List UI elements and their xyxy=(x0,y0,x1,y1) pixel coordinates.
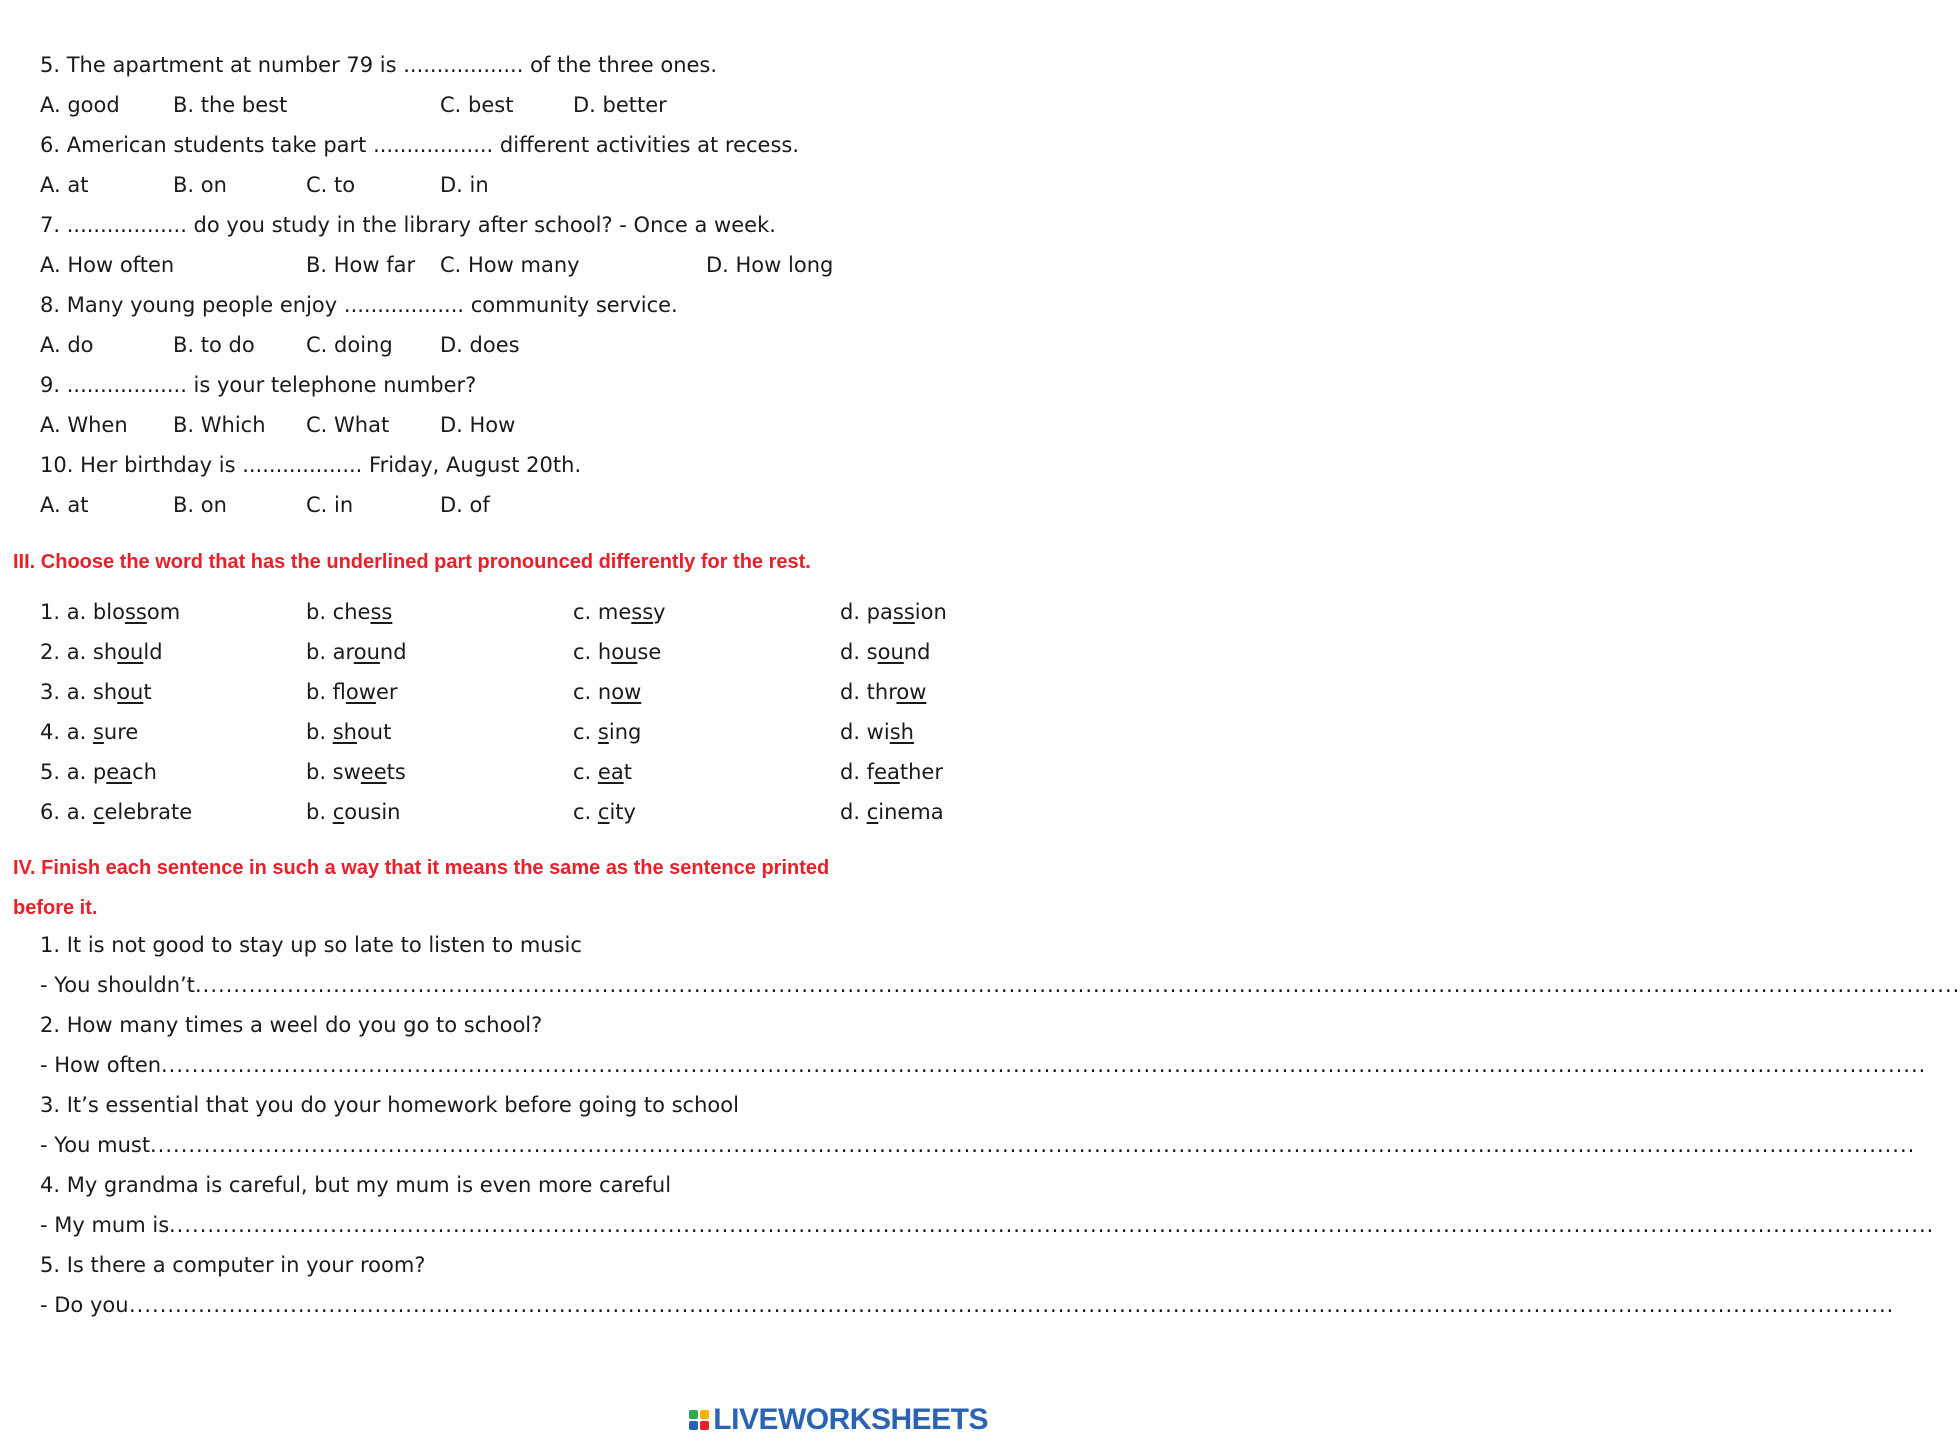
underlined-part: ou xyxy=(117,640,144,664)
question-9: 9. .................. is your telephone number? xyxy=(40,373,477,397)
pron-option-6-c[interactable] xyxy=(573,798,636,826)
rewrite-answer-5 xyxy=(40,1291,1895,1319)
pron-option-1-a[interactable] xyxy=(40,598,180,626)
word-part: d. s xyxy=(840,640,878,664)
answer-blank-line[interactable]: ...................................................................................................................................................................................................................................... xyxy=(169,1213,1935,1237)
word-part: d. thr xyxy=(840,680,897,704)
word-part: elebrate xyxy=(104,800,193,824)
word-part: ther xyxy=(899,760,943,784)
word-part: 6. a. xyxy=(40,800,93,824)
rewrite-question-4: 4. My grandma is careful, but my mum is even more careful xyxy=(40,1173,672,1197)
q8-option-c[interactable]: C. doing xyxy=(306,333,393,357)
q10-option-b[interactable]: B. on xyxy=(173,493,227,517)
pron-option-2-d[interactable] xyxy=(840,638,930,666)
q5-option-a[interactable]: A. good xyxy=(40,93,120,117)
question-8: 8. Many young people enjoy .................. community service. xyxy=(40,293,678,317)
underlined-part: ou xyxy=(611,640,638,664)
question-6: 6. American students take part .................. different activities at recess. xyxy=(40,133,800,157)
q9-option-b[interactable]: B. Which xyxy=(173,413,266,437)
q7-option-b[interactable]: B. How far xyxy=(306,253,416,277)
pron-option-4-c[interactable] xyxy=(573,718,641,746)
word-part: ch xyxy=(132,760,157,784)
underlined-part: ow xyxy=(896,680,927,704)
answer-blank[interactable]: .................. xyxy=(66,373,187,397)
pron-option-3-c[interactable] xyxy=(573,678,641,706)
pron-option-4-b[interactable] xyxy=(306,718,391,746)
q6-option-c[interactable]: C. to xyxy=(306,173,356,197)
pron-option-4-d[interactable] xyxy=(840,718,914,746)
logo-square xyxy=(700,1410,709,1419)
pron-option-6-d[interactable] xyxy=(840,798,944,826)
underlined-part: ea xyxy=(106,760,133,784)
underlined-part: sh xyxy=(889,720,914,744)
underlined-part: ea xyxy=(874,760,900,784)
word-part: nd xyxy=(379,640,407,664)
pron-option-6-a[interactable] xyxy=(40,798,192,826)
underlined-part: c xyxy=(597,800,610,824)
q9-option-a[interactable]: A. When xyxy=(40,413,128,437)
underlined-part: ss xyxy=(892,600,915,624)
rewrite-answer-1 xyxy=(40,971,1960,999)
underlined-part: c xyxy=(332,800,345,824)
word-part: 3. a. sh xyxy=(40,680,118,704)
q5-option-b[interactable]: B. the best xyxy=(173,93,288,117)
underlined-part: ou xyxy=(117,680,144,704)
word-part: out xyxy=(356,720,392,744)
section-3-heading: III. Choose the word that has the underlined part pronounced differently for the rest. xyxy=(13,551,811,573)
answer-blank-line[interactable]: ...................................................................................................................................................................................................................................... xyxy=(195,973,1960,997)
rewrite-answer-2 xyxy=(40,1051,1927,1079)
word-part: nd xyxy=(903,640,931,664)
q8-option-a[interactable]: A. do xyxy=(40,333,94,357)
word-part: b. sw xyxy=(306,760,361,784)
underlined-part: s xyxy=(92,720,104,744)
rewrite-answer-3 xyxy=(40,1131,1916,1159)
q8-option-d[interactable]: D. does xyxy=(440,333,520,357)
answer-blank[interactable]: .................. xyxy=(373,133,494,157)
word-part: d. xyxy=(840,800,867,824)
rewrite-question-3: 3. It’s essential that you do your homework before going to school xyxy=(40,1093,739,1117)
word-part: b. fl xyxy=(306,680,346,704)
word-part: b. xyxy=(306,800,333,824)
word-part: c. h xyxy=(573,640,612,664)
rewrite-question-5: 5. Is there a computer in your room? xyxy=(40,1253,426,1277)
answer-start: - My mum is xyxy=(40,1213,170,1237)
rewrite-question-1: 1. It is not good to stay up so late to listen to music xyxy=(40,933,582,957)
underlined-part: ow xyxy=(611,680,642,704)
q9-option-c[interactable]: C. What xyxy=(306,413,390,437)
word-part: ity xyxy=(609,800,636,824)
word-part: 1. a. blo xyxy=(40,600,125,624)
word-part: d. pa xyxy=(840,600,893,624)
pron-option-4-a[interactable] xyxy=(40,718,138,746)
q10-option-d[interactable]: D. of xyxy=(440,493,490,517)
answer-blank-line[interactable]: ...................................................................................................................................................................................................................................... xyxy=(129,1293,1895,1317)
underlined-part: ea xyxy=(597,760,624,784)
pron-option-3-b[interactable] xyxy=(306,678,398,706)
word-part: c. xyxy=(573,760,598,784)
pron-option-1-b[interactable] xyxy=(306,598,392,626)
word-part: d. f xyxy=(840,760,875,784)
word-part: ion xyxy=(914,600,947,624)
pron-option-6-b[interactable] xyxy=(306,798,400,826)
word-part: t xyxy=(143,680,152,704)
underlined-part: sh xyxy=(332,720,357,744)
word-part: c. n xyxy=(573,680,612,704)
pron-option-3-d[interactable] xyxy=(840,678,926,706)
word-part: c. xyxy=(573,800,598,824)
q5-option-d[interactable]: D. better xyxy=(573,93,667,117)
underlined-part: ou xyxy=(877,640,904,664)
word-part: c. xyxy=(573,720,598,744)
word-part: ousin xyxy=(344,800,401,824)
q7-option-c[interactable]: C. How many xyxy=(440,253,580,277)
answer-start: - You shouldn’t xyxy=(40,973,195,997)
underlined-part: c xyxy=(866,800,879,824)
pron-option-5-c[interactable] xyxy=(573,758,632,786)
q5-option-c[interactable]: C. best xyxy=(440,93,514,117)
pron-option-1-d[interactable] xyxy=(840,598,947,626)
q6-option-b[interactable]: B. on xyxy=(173,173,227,197)
rewrite-answer-4 xyxy=(40,1211,1935,1239)
word-part: ts xyxy=(386,760,406,784)
answer-blank[interactable]: .................. xyxy=(403,53,524,77)
logo-square xyxy=(689,1410,698,1419)
underlined-part: s xyxy=(597,720,609,744)
question-10: 10. Her birthday is .................. Friday, August 20th. xyxy=(40,453,582,477)
word-part: y xyxy=(653,600,666,624)
word-part: er xyxy=(375,680,398,704)
word-part: ld xyxy=(143,640,163,664)
word-part: b. xyxy=(306,720,333,744)
pron-option-5-b[interactable] xyxy=(306,758,406,786)
q7-option-a[interactable]: A. How often xyxy=(40,253,175,277)
answer-blank-line[interactable]: ...................................................................................................................................................................................................................................... xyxy=(161,1053,1927,1077)
underlined-part: ss xyxy=(631,600,654,624)
underlined-part: ee xyxy=(360,760,387,784)
word-part: b. ar xyxy=(306,640,354,664)
pron-option-1-c[interactable] xyxy=(573,598,666,626)
pron-option-2-a[interactable] xyxy=(40,638,163,666)
pron-option-5-a[interactable] xyxy=(40,758,157,786)
word-part: ing xyxy=(608,720,642,744)
q9-option-d[interactable]: D. How xyxy=(440,413,516,437)
pron-option-2-b[interactable] xyxy=(306,638,407,666)
q6-option-d[interactable]: D. in xyxy=(440,173,489,197)
word-part: c. me xyxy=(573,600,632,624)
underlined-part: ow xyxy=(345,680,376,704)
word-part: b. che xyxy=(306,600,371,624)
answer-blank-line[interactable]: ...................................................................................................................................................................................................................................... xyxy=(150,1133,1916,1157)
word-part: om xyxy=(146,600,181,624)
question-5: 5. The apartment at number 79 is .................. of the three ones. xyxy=(40,53,718,77)
answer-start: - How often xyxy=(40,1053,162,1077)
underlined-part: ou xyxy=(353,640,380,664)
logo-text: LIVEWORKSHEETS xyxy=(713,1403,988,1436)
word-part: 4. a. xyxy=(40,720,93,744)
underlined-part: ss xyxy=(370,600,393,624)
answer-blank[interactable]: .................. xyxy=(242,453,363,477)
word-part: t xyxy=(623,760,632,784)
word-part: d. wi xyxy=(840,720,890,744)
logo-square xyxy=(700,1421,709,1430)
answer-start: - Do you xyxy=(40,1293,129,1317)
rewrite-question-2: 2. How many times a weel do you go to school? xyxy=(40,1013,543,1037)
section-4-heading: IV. Finish each sentence in such a way that it means the same as the sentence printed xyxy=(13,857,830,879)
logo-mark-icon xyxy=(689,1410,709,1430)
word-part: se xyxy=(637,640,662,664)
question-7: 7. .................. do you study in the library after school? - Once a week. xyxy=(40,213,776,237)
q6-option-a[interactable]: A. at xyxy=(40,173,89,197)
answer-start: - You must xyxy=(40,1133,151,1157)
section-4-heading-cont: before it. xyxy=(13,897,98,919)
pron-option-3-a[interactable] xyxy=(40,678,152,706)
q7-option-d[interactable]: D. How long xyxy=(706,253,834,277)
q10-option-c[interactable]: C. in xyxy=(306,493,354,517)
logo-square xyxy=(689,1421,698,1430)
pron-option-5-d[interactable] xyxy=(840,758,943,786)
word-part: inema xyxy=(878,800,944,824)
answer-blank[interactable]: .................. xyxy=(343,293,465,317)
q8-option-b[interactable]: B. to do xyxy=(173,333,255,357)
pron-option-2-c[interactable] xyxy=(573,638,661,666)
underlined-part: c xyxy=(92,800,105,824)
liveworksheets-logo xyxy=(689,1402,988,1438)
answer-blank[interactable]: .................. xyxy=(66,213,187,237)
word-part: ure xyxy=(103,720,139,744)
underlined-part: ss xyxy=(124,600,147,624)
word-part: 2. a. sh xyxy=(40,640,118,664)
q10-option-a[interactable]: A. at xyxy=(40,493,89,517)
word-part: 5. a. p xyxy=(40,760,107,784)
